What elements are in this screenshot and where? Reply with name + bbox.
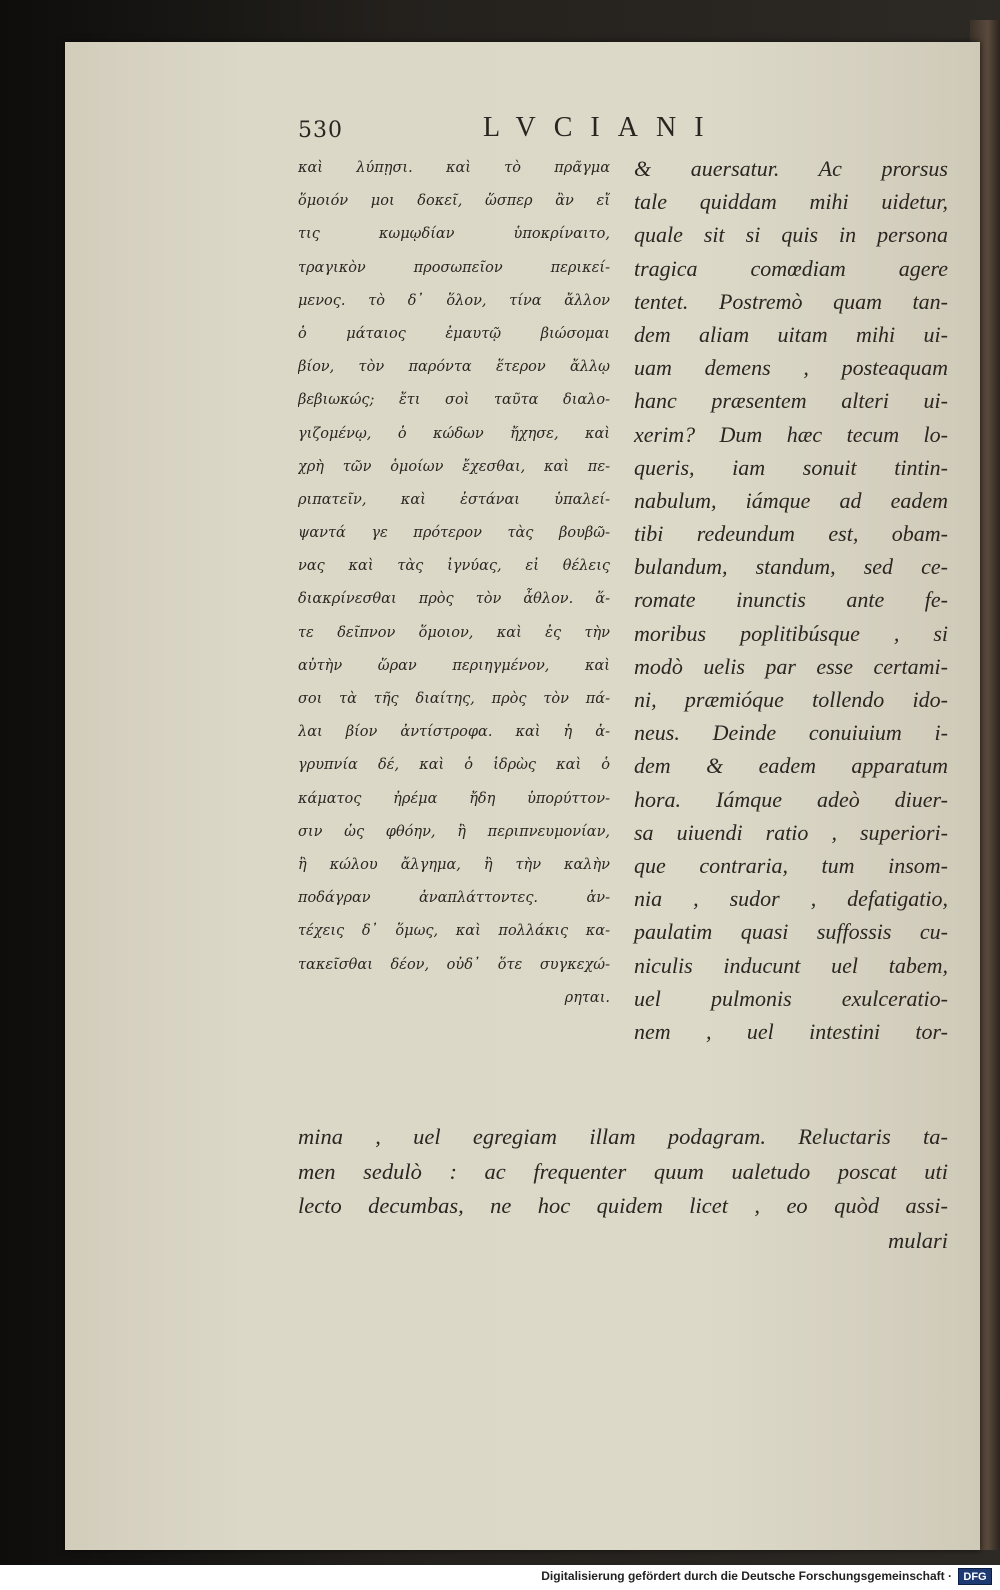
latin-text-line: romate inunctis ante fe- [634, 587, 948, 613]
running-head: LVCIANI [483, 112, 722, 143]
catchword: mulari [887, 1227, 948, 1253]
greek-column [298, 152, 610, 1015]
greek-text-line: βεβιωκώς; ἔτι σοὶ ταῦτα διαλο- [298, 392, 610, 409]
latin-text-line: quale sit si quis in persona [634, 222, 948, 248]
greek-text-line: σιν ὡς φθόην, ἢ περιπνευμονίαν, [298, 823, 610, 840]
greek-text-line: γιζομένῳ, ὁ κώδων ἤχησε, καὶ [298, 425, 610, 442]
greek-text-line: νας καὶ τὰς ἰγνύας, εἰ θέλεις [298, 558, 610, 575]
greek-text-line: ἢ κώλου ἄλγημα, ἢ τὴν καλὴν [298, 856, 610, 873]
latin-text-line: bulandum, standum, sed ce- [634, 554, 948, 580]
latin-text-line: ni, præmióque tollendo ido- [634, 687, 948, 712]
greek-text-line: ρηται. [564, 989, 610, 1006]
latin-text-line: & auersatur. Ac prorsus [634, 156, 948, 181]
latin-text-line: tibi redeundum est, obam- [634, 521, 948, 547]
greek-text-line: τις κωμῳδίαν ὑποκρίναιτο, [298, 226, 610, 243]
latin-text-line: lecto decumbas, ne hoc quidem licet , eo quòd assi- [298, 1193, 948, 1218]
dfg-logo: DFG [958, 1568, 992, 1585]
funding-credit: Digitalisierung gefördert durch die Deutsche Forschungsgemeinschaft · [541, 1569, 952, 1583]
greek-text-line: διακρίνεσθαι πρὸς τὸν ἆθλον. ἅ- [298, 591, 610, 608]
greek-text-line: γρυπνία δέ, καὶ ὁ ἱδρὼς καὶ ὁ [298, 757, 610, 774]
latin-text-line: moribus poplitibúsque , si [634, 620, 948, 646]
greek-text-line: χρὴ τῶν ὁμοίων ἔχεσθαι, καὶ πε- [298, 458, 610, 475]
latin-text-line: neus. Deinde conuiuium i- [634, 720, 948, 746]
latin-text-line: tale quiddam mihi uidetur, [634, 189, 948, 215]
greek-text-line: καὶ λύπῃσι. καὶ τὸ πρᾶγμα [298, 160, 610, 176]
latin-text-line: men sedulò : ac frequenter quum ualetudo poscat uti [298, 1158, 948, 1184]
latin-text-line: mina , uel egregiam illam podagram. Reluctaris ta- [298, 1124, 948, 1149]
greek-text-line: κάματος ἠρέμα ἤδη ὑπορύττον- [298, 790, 610, 807]
full-width-text [298, 1120, 948, 1258]
page-number: 530 [298, 118, 343, 143]
latin-text-line: sa uiuendi ratio , superiori- [634, 819, 948, 845]
page-header [298, 112, 948, 148]
latin-text-line: uam demens , posteaquam [634, 355, 948, 381]
greek-text-line: ψαντά γε πρότερον τὰς βουβῶ- [298, 525, 610, 542]
greek-text-line: τραγικὸν προσωπεῖον περικεί- [298, 259, 610, 276]
latin-text-line: dem & eadem apparatum [634, 753, 948, 779]
greek-text-line: ὁ μάταιος ἐμαυτῷ βιώσομαι [298, 325, 610, 342]
latin-text-line: nem , uel intestini tor- [634, 1018, 948, 1044]
latin-text-line: tragica comœdiam agere [634, 255, 948, 281]
latin-column [634, 152, 948, 1048]
greek-text-line: ποδάγραν ἀναπλάττοντες. ἀν- [298, 890, 610, 907]
latin-text-line: hanc præsentem alteri ui- [634, 388, 948, 414]
footer-bar [0, 1565, 1000, 1590]
latin-text-line: tentet. Postremò quam tan- [634, 288, 948, 314]
greek-text-line: τέχεις δ᾿ ὅμως, καὶ πολλάκις κα- [298, 923, 610, 940]
greek-text-line: μενος. τὸ δ᾿ ὅλον, τίνα ἄλλον [298, 292, 610, 309]
latin-text-line: hora. Iámque adeò diuer- [634, 786, 948, 812]
greek-text-line: λαι βίον ἀντίστροφα. καὶ ἡ ἀ- [298, 724, 610, 741]
greek-text-line: ριπατεῖν, καὶ ἑστάναι ὑπαλεί- [298, 491, 610, 508]
latin-text-line: uel pulmonis exulceratio- [634, 985, 948, 1011]
latin-text-line: dem aliam uitam mihi ui- [634, 321, 948, 347]
latin-text-line: nia , sudor , defatigatio, [634, 886, 948, 912]
greek-text-line: βίον, τὸν παρόντα ἕτερον ἄλλῳ [298, 359, 610, 376]
greek-text-line: ὅμοιόν μοι δοκεῖ, ὥσπερ ἂν εἴ [298, 193, 610, 210]
latin-text-line: que contraria, tum insom- [634, 852, 948, 878]
latin-text-line: queris, iam sonuit tintin- [634, 454, 948, 480]
latin-text-line: xerim? Dum hæc tecum lo- [634, 421, 948, 447]
latin-text-line: nabulum, iámque ad eadem [634, 487, 948, 513]
greek-text-line: τε δεῖπνον ὅμοιον, καὶ ἐς τὴν [298, 624, 610, 641]
latin-text-line: modò uelis par esse certami- [634, 653, 948, 679]
greek-text-line: τακεῖσθαι δέον, οὐδ᾿ ὅτε συγκεχώ- [298, 956, 610, 973]
greek-text-line: σοι τὰ τῆς διαίτης, πρὸς τὸν πά- [298, 691, 610, 707]
latin-text-line: niculis inducunt uel tabem, [634, 952, 948, 978]
greek-text-line: αὐτὴν ὥραν περιηγμένον, καὶ [298, 657, 610, 674]
latin-text-line: paulatim quasi suffossis cu- [634, 919, 948, 945]
